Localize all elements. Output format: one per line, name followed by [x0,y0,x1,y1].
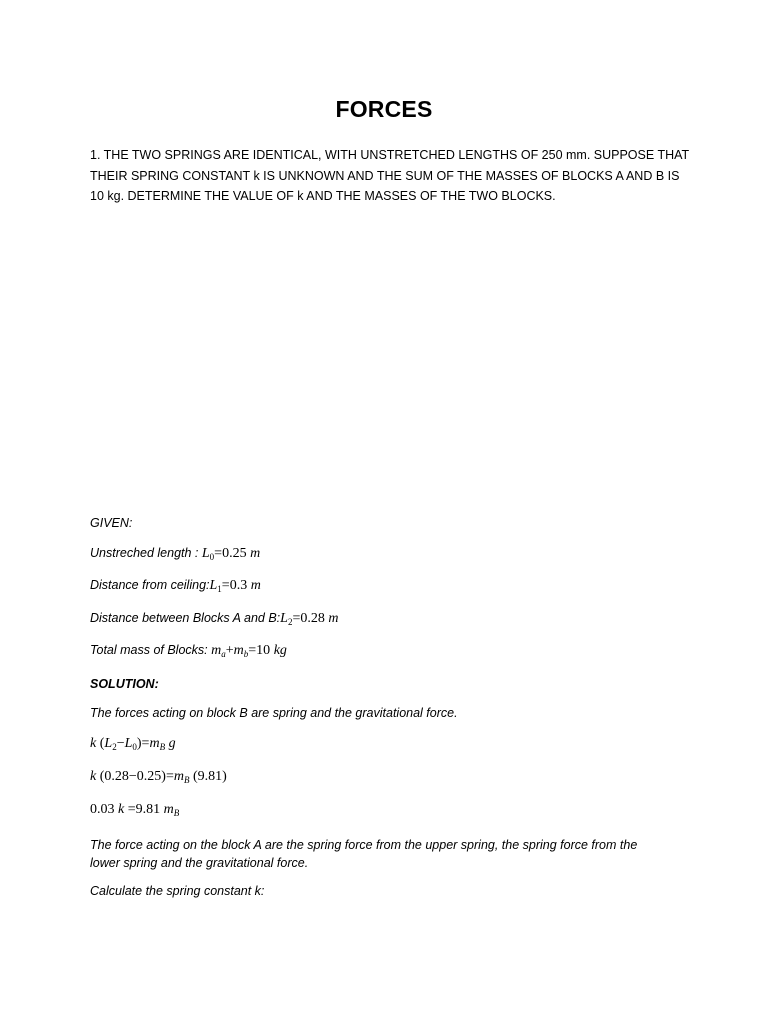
equation-block-b: k $(L_2-L_0)=m_B$ g [90,736,176,752]
given-heading: GIVEN: [90,516,133,530]
block-distance-formula: $L_2=0.28$ m [280,611,339,627]
total-mass-label: Total mass of Blocks: [90,643,212,657]
block-a-forces-text: The force acting on the block A are the spring force from the upper spring, the spring force from the lower spring and the gravitational force. [90,838,638,870]
block-distance-label: Distance between Blocks A and B: [90,611,281,625]
problem-statement: 1. THE TWO SPRINGS ARE IDENTICAL, WITH UNSTRETCHED LENGTHS OF 250 mm. SUPPOSE THAT THEIR SPRING CONSTANT k IS UNKNOWN AND THE SUM OF THE MASSES OF BLOCKS A AND B IS 10 kg. DETERMINE THE VALUE OF k AND THE MASSES OF THE TWO BLOCKS. [90,148,689,203]
equation-substituted: k $(0.28-0.25)=m_B$ (9.81) [90,769,227,785]
block-b-forces-text: The forces acting on block B are spring and the gravitational force. [90,706,458,720]
unstretched-length-label: Unstreched length : [90,546,202,560]
spring-constant-text: Calculate the spring constant k: [90,884,265,898]
ceiling-distance-label: Distance from ceiling: [90,578,210,592]
given-unstretched-length [90,546,260,562]
given-block-distance [90,611,338,627]
total-mass-formula: $m_a+m_b=10$ kg [211,643,287,659]
page-title: FORCES [335,96,433,122]
ceiling-distance-formula: $L_1=0.3$ m [209,578,261,594]
given-total-mass [90,643,287,659]
solution-heading: SOLUTION: [90,677,159,691]
equation-simplified: 0.03 k =9.81 $m_B$ [90,802,180,818]
unstretched-length-formula: $L_0=0.25$ m [201,546,261,562]
given-ceiling-distance [90,578,261,594]
